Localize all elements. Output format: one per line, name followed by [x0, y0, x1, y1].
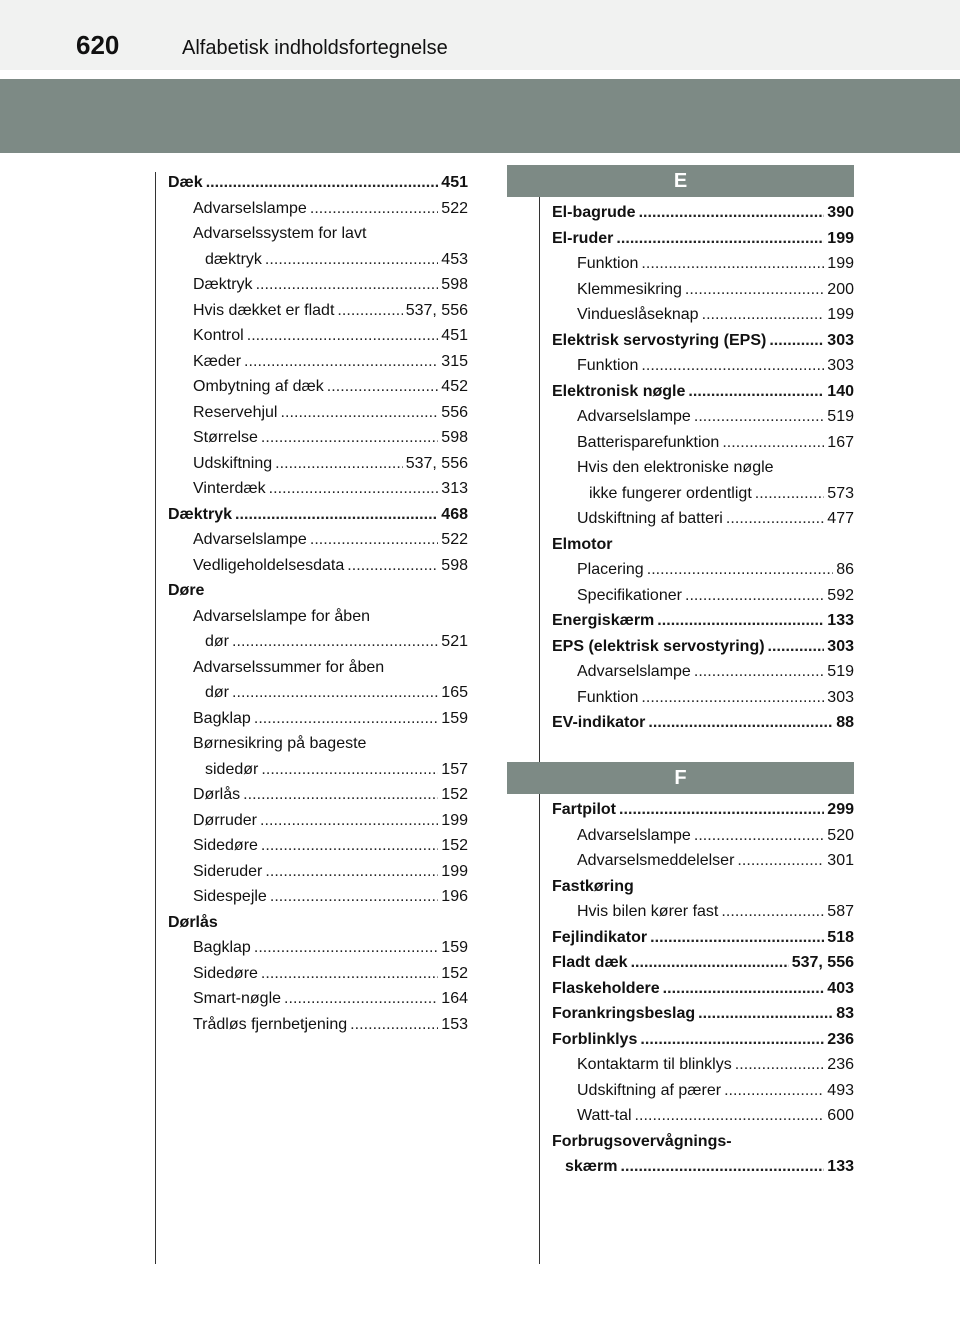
index-entry-page: 199: [827, 255, 854, 272]
index-entry-label: Fastkøring: [552, 877, 634, 895]
index-entry-page: 152: [441, 964, 468, 982]
dot-leader: [721, 899, 824, 925]
index-entry-label: Funktion: [577, 255, 639, 272]
header-band: [0, 79, 960, 153]
dot-leader: [206, 170, 439, 196]
index-entry-label: Forbrugsovervågnings-: [552, 1132, 732, 1150]
dot-leader: [694, 659, 824, 685]
index-entry-page: 519: [827, 408, 854, 425]
index-entry-label: Advarselslampe for åben: [193, 607, 370, 625]
index-entry-page: 598: [441, 556, 468, 574]
index-entry-label: Fejlindikator: [552, 928, 648, 946]
index-entry: [168, 910, 468, 936]
index-entry-label: Hvis den elektroniske nøgle: [577, 459, 774, 476]
index-entry-label: skærm: [565, 1158, 618, 1175]
index-entry: [168, 655, 468, 681]
index-entry-page: 537, 556: [405, 301, 468, 319]
index-entry: [168, 298, 468, 324]
dot-leader: [265, 247, 438, 273]
index-entry: [552, 481, 854, 507]
index-section-f: [552, 797, 854, 1180]
index-entry: [552, 797, 854, 823]
index-entry-label: Specifikationer: [577, 586, 682, 604]
dot-leader: [657, 608, 824, 634]
index-entry-page: 199: [441, 862, 468, 880]
index-entry-label: EV-indikator: [552, 714, 646, 731]
dot-leader: [755, 481, 825, 507]
index-entry-label: Forankringsbeslag: [552, 1005, 696, 1022]
index-entry: [552, 404, 854, 430]
dot-leader: [641, 251, 824, 277]
index-entry-label: Hvis bilen kører fast: [577, 903, 719, 920]
index-entry-label: Batterisparefunktion: [577, 433, 720, 451]
index-entry: [552, 848, 854, 874]
index-entry-label: Dørruder: [193, 811, 258, 829]
index-entry-label: Smart-nøgle: [193, 990, 282, 1007]
index-entry-label: Vinterdæk: [193, 480, 266, 497]
index-entry: [552, 659, 854, 685]
index-entry-page: 164: [441, 990, 468, 1007]
page-number: 620: [76, 30, 120, 60]
index-entry-page: 493: [827, 1081, 854, 1099]
index-entry-page: 600: [827, 1107, 854, 1124]
index-entry: [168, 502, 468, 528]
index-entry: [168, 629, 468, 655]
index-entry: [552, 1103, 854, 1129]
index-entry: [168, 349, 468, 375]
index-entry: [168, 400, 468, 426]
index-entry-label: EPS (elektrisk servostyring): [552, 637, 765, 655]
index-entry-page: 88: [836, 714, 854, 731]
index-entry-page: 299: [827, 801, 854, 818]
column-divider-middle: [539, 172, 540, 1264]
index-entry-label: Kæder: [193, 352, 242, 370]
index-entry-page: 556: [441, 403, 468, 421]
index-entry-page: 303: [827, 637, 854, 655]
index-entry-label: Størrelse: [193, 429, 258, 446]
dot-leader: [261, 757, 438, 783]
top-strip: [0, 0, 960, 70]
index-entry-page: 451: [441, 327, 468, 344]
index-entry: [552, 532, 854, 558]
index-entry-page: 477: [827, 510, 854, 527]
dot-leader: [347, 553, 438, 579]
index-entry: [552, 455, 854, 481]
index-entry-label: Advarselssummer for åben: [193, 658, 385, 676]
index-entry-label: Udskiftning: [193, 454, 273, 472]
dot-leader: [698, 1001, 833, 1027]
index-entry: [168, 680, 468, 706]
index-entry: [168, 374, 468, 400]
index-entry-label: Forblinklys: [552, 1030, 638, 1048]
index-entry-page: 86: [836, 561, 854, 578]
dot-leader: [310, 196, 438, 222]
index-entry-label: dør: [205, 633, 229, 650]
index-entry: [168, 476, 468, 502]
index-entry-label: Advarselslampe: [193, 199, 307, 217]
index-entry-label: Advarselslampe: [577, 408, 691, 425]
index-entry-page: 452: [441, 378, 468, 395]
index-entry: [552, 583, 854, 609]
index-entry-label: Dørlås: [193, 786, 241, 803]
index-entry: [552, 685, 854, 711]
index-entry: [168, 935, 468, 961]
index-entry-page: 453: [441, 250, 468, 268]
index-entry-label: Dæktryk: [168, 505, 233, 523]
column-divider-left: [155, 172, 156, 1264]
index-entry-label: sidedør: [205, 760, 259, 778]
index-entry-page: 403: [827, 979, 854, 997]
index-entry: [552, 353, 854, 379]
index-entry-page: 236: [827, 1056, 854, 1073]
dot-leader: [261, 833, 438, 859]
index-entry: [168, 1012, 468, 1038]
index-column-left: [168, 170, 468, 1037]
dot-leader: [260, 808, 438, 834]
index-entry-label: Sidedøre: [193, 964, 258, 982]
index-entry-label: Døre: [168, 582, 205, 599]
dot-leader: [735, 1052, 825, 1078]
index-entry: [168, 859, 468, 885]
index-entry-label: Sidedøre: [193, 837, 258, 854]
index-entry-label: El-ruder: [552, 229, 614, 247]
index-entry: [552, 1078, 854, 1104]
index-entry: [168, 425, 468, 451]
index-entry-page: 522: [441, 531, 468, 548]
index-entry-label: Bagklap: [193, 709, 251, 727]
index-entry-page: 522: [441, 199, 468, 217]
index-entry-page: 167: [827, 433, 854, 451]
index-entry: [168, 170, 468, 196]
dot-leader: [256, 272, 439, 298]
index-entry-page: 537, 556: [405, 454, 468, 472]
index-entry: [552, 226, 854, 252]
index-entry: [168, 986, 468, 1012]
index-entry-page: 140: [827, 382, 854, 400]
index-entry-label: Reservehjul: [193, 403, 278, 421]
index-entry-page: 598: [441, 429, 468, 446]
index-entry: [168, 757, 468, 783]
index-entry: [552, 1052, 854, 1078]
dot-leader: [261, 961, 438, 987]
index-entry-page: 133: [827, 612, 854, 629]
index-entry-page: 537, 556: [791, 954, 854, 971]
index-entry: [552, 506, 854, 532]
index-entry-label: Dæk: [168, 174, 203, 191]
index-entry: [552, 925, 854, 951]
index-entry: [168, 578, 468, 604]
index-entry: [168, 272, 468, 298]
index-entry: [552, 1027, 854, 1053]
index-entry-page: 390: [827, 204, 854, 221]
index-entry: [168, 221, 468, 247]
index-entry: [552, 710, 854, 736]
dot-leader: [648, 710, 833, 736]
index-entry: [552, 251, 854, 277]
index-entry-label: Trådløs fjernbetjening: [193, 1015, 348, 1033]
dot-leader: [641, 353, 824, 379]
index-entry-label: Advarselsmeddelelser: [577, 852, 735, 869]
index-entry-page: 518: [827, 928, 854, 946]
index-entry-label: Funktion: [577, 688, 639, 706]
dot-leader: [702, 302, 825, 328]
index-entry-page: 199: [441, 811, 468, 829]
index-entry: [168, 196, 468, 222]
index-entry-label: Advarselssystem for lavt: [193, 225, 367, 242]
index-entry-label: ikke fungerer ordentligt: [589, 484, 752, 502]
index-entry-page: 159: [441, 939, 468, 956]
dot-leader: [726, 506, 824, 532]
index-entry-label: Udskiftning af pærer: [577, 1081, 722, 1099]
dot-leader: [280, 400, 438, 426]
index-entry-page: 315: [441, 352, 468, 370]
index-entry: [552, 557, 854, 583]
dot-leader: [254, 706, 438, 732]
dot-leader: [635, 1103, 825, 1129]
index-entry-label: Ombytning af dæk: [193, 378, 324, 395]
dot-leader: [650, 925, 824, 951]
dot-leader: [310, 527, 438, 553]
index-entry: [552, 1154, 854, 1180]
index-entry: [552, 1001, 854, 1027]
index-entry-label: Kontaktarm til blinklys: [577, 1056, 732, 1073]
dot-leader: [270, 884, 438, 910]
dot-leader: [235, 502, 438, 528]
index-entry-page: 236: [827, 1030, 854, 1048]
index-entry: [552, 950, 854, 976]
dot-leader: [694, 823, 824, 849]
index-entry-page: 303: [827, 357, 854, 374]
index-entry-label: Vindueslåseknap: [577, 306, 699, 323]
index-entry-label: Elektrisk servostyring (EPS): [552, 331, 767, 349]
index-entry-label: Sidespejle: [193, 888, 267, 905]
dot-leader: [327, 374, 439, 400]
index-entry: [168, 833, 468, 859]
index-entry-label: Placering: [577, 561, 644, 578]
index-entry-page: 152: [441, 837, 468, 854]
index-entry-page: 592: [827, 586, 854, 604]
index-entry-label: Funktion: [577, 357, 639, 374]
index-entry-page: 157: [441, 760, 468, 778]
index-section-e: [552, 200, 854, 736]
dot-leader: [769, 328, 824, 354]
index-entry-label: dæktryk: [205, 250, 262, 268]
index-entry-page: 133: [827, 1158, 854, 1175]
index-entry-page: 303: [827, 688, 854, 706]
index-entry: [552, 1129, 854, 1155]
index-entry: [168, 247, 468, 273]
dot-leader: [620, 1154, 824, 1180]
index-entry-label: Hvis dækket er fladt: [193, 301, 335, 319]
index-entry-page: 196: [441, 888, 468, 905]
index-entry: [168, 782, 468, 808]
index-entry: [168, 808, 468, 834]
index-entry-label: Vedligeholdelsesdata: [193, 556, 345, 574]
index-entry: [168, 527, 468, 553]
index-entry-label: Sideruder: [193, 862, 263, 880]
index-entry-page: 159: [441, 709, 468, 727]
index-entry: [552, 823, 854, 849]
dot-leader: [265, 859, 438, 885]
index-entry-page: 451: [441, 174, 468, 191]
index-entry-label: Dørlås: [168, 913, 218, 931]
dot-leader: [254, 935, 438, 961]
index-entry-page: 468: [441, 505, 468, 523]
index-entry-page: 519: [827, 663, 854, 680]
dot-leader: [247, 323, 439, 349]
dot-leader: [722, 430, 824, 456]
index-entry: [168, 553, 468, 579]
index-entry-label: Udskiftning af batteri: [577, 510, 723, 527]
index-entry: [168, 884, 468, 910]
index-entry-label: Dæktryk: [193, 276, 253, 293]
dot-leader: [724, 1078, 824, 1104]
index-entry-label: Elektronisk nøgle: [552, 382, 686, 400]
index-entry: [168, 323, 468, 349]
index-entry-label: dør: [205, 684, 229, 701]
dot-leader: [350, 1012, 438, 1038]
index-entry-page: 301: [827, 852, 854, 869]
dot-leader: [631, 950, 789, 976]
index-entry: [168, 706, 468, 732]
index-entry-page: 521: [441, 633, 468, 650]
index-entry-label: Bagklap: [193, 939, 251, 956]
index-entry-label: Advarselslampe: [577, 663, 691, 680]
dot-leader: [639, 200, 825, 226]
index-entry-label: Advarselslampe: [577, 826, 691, 844]
dot-leader: [685, 277, 824, 303]
index-entry-page: 303: [827, 331, 854, 349]
dot-leader: [688, 379, 824, 405]
index-entry: [552, 200, 854, 226]
index-entry-page: 587: [827, 903, 854, 920]
index-entry-label: Watt-tal: [577, 1107, 632, 1124]
index-entry-page: 598: [441, 276, 468, 293]
dot-leader: [694, 404, 824, 430]
dot-leader: [243, 782, 438, 808]
index-entry: [168, 731, 468, 757]
section-letter-e: E: [507, 165, 854, 197]
index-entry-label: Fartpilot: [552, 801, 616, 818]
dot-leader: [647, 557, 834, 583]
index-entry-page: 83: [836, 1005, 854, 1022]
index-entry: [552, 328, 854, 354]
index-entry: [552, 874, 854, 900]
index-entry-page: 152: [441, 786, 468, 803]
index-entry-page: 199: [827, 229, 854, 247]
section-letter-f: F: [507, 762, 854, 794]
index-entry: [552, 379, 854, 405]
dot-leader: [737, 848, 824, 874]
index-entry-label: Fladt dæk: [552, 954, 628, 971]
index-entry-label: Advarselslampe: [193, 531, 307, 548]
index-entry-page: 165: [441, 684, 468, 701]
dot-leader: [269, 476, 439, 502]
dot-leader: [275, 451, 403, 477]
index-entry-label: Energiskærm: [552, 612, 655, 629]
index-entry: [168, 604, 468, 630]
index-entry: [168, 961, 468, 987]
index-entry-page: 153: [441, 1015, 468, 1033]
index-entry-label: Klemmesikring: [577, 280, 682, 298]
index-entry: [552, 899, 854, 925]
dot-leader: [685, 583, 824, 609]
index-entry: [168, 451, 468, 477]
dot-leader: [232, 680, 438, 706]
index-entry: [552, 976, 854, 1002]
dot-leader: [261, 425, 438, 451]
dot-leader: [244, 349, 438, 375]
index-entry: [552, 430, 854, 456]
dot-leader: [641, 685, 824, 711]
index-entry-page: 199: [827, 306, 854, 323]
dot-leader: [337, 298, 402, 324]
dot-leader: [640, 1027, 824, 1053]
dot-leader: [619, 797, 824, 823]
index-entry: [552, 634, 854, 660]
index-entry-page: 313: [441, 480, 468, 497]
index-entry: [552, 302, 854, 328]
index-entry-label: Elmotor: [552, 535, 613, 553]
dot-leader: [284, 986, 438, 1012]
dot-leader: [616, 226, 824, 252]
index-entry: [552, 277, 854, 303]
dot-leader: [663, 976, 825, 1002]
index-entry-page: 520: [827, 826, 854, 844]
index-entry-label: Flaskeholdere: [552, 979, 660, 997]
dot-leader: [768, 634, 825, 660]
index-entry: [552, 608, 854, 634]
dot-leader: [232, 629, 438, 655]
index-entry-page: 573: [827, 484, 854, 502]
index-entry-label: Kontrol: [193, 327, 244, 344]
index-entry-label: El-bagrude: [552, 204, 636, 221]
index-entry-page: 200: [827, 280, 854, 298]
index-entry-label: Børnesikring på bageste: [193, 735, 367, 752]
page-title: Alfabetisk indholdsfortegnelse: [182, 37, 448, 59]
